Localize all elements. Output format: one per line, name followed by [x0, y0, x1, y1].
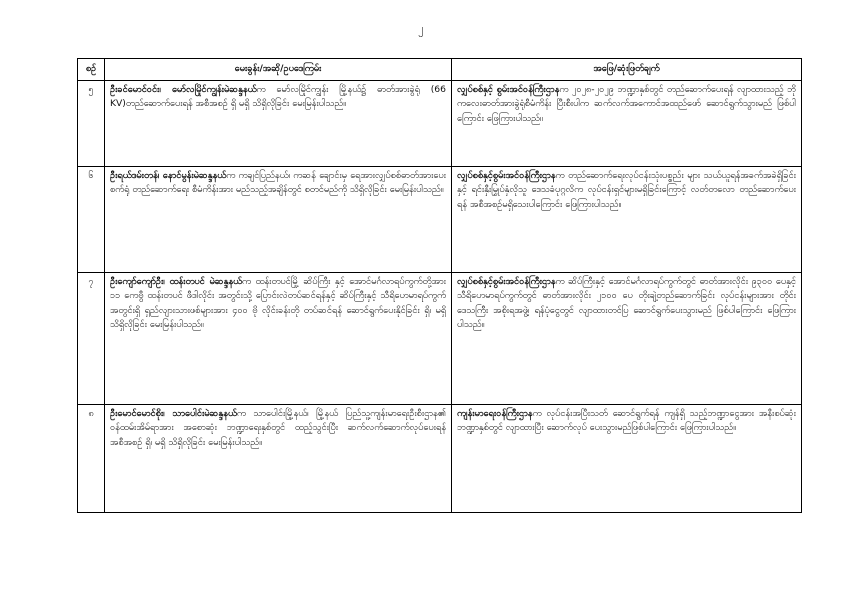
question-text: က မော်လမြိုင်ကျွန်း မြို့နယ်၌ ဓာတ်အားခွဲရုံ (66 KV)တည်ဆောက်ပေးရန် အစီအစဉ် ရှိ မရှိ သိရှိလိုခြင်း မေးမြန်းပါသည်။ — [110, 84, 446, 110]
table-row — [78, 167, 802, 273]
question-text: က သာပေါင်းမြို့နယ်၊ မြို့နယ် ပြည်သူ့ကျန်းမာရေးဦးစီးဌာန၏ ဝန်ထမ်းအိမ်ရာအား အစောဆုံး ဘဏ္ဍာရေးနှစ်တွင် ထည့်သွင်းပြီး ဆက်လက်ဆောက်လုပ်ပေးရန် အစီအစဉ် ရှိ၊ မရှိ သိရှိလိုခြင်း မေးမြန်းပါသည်။ — [110, 408, 446, 448]
question-cell — [105, 405, 452, 513]
header-answer: အဖြေ/ဆုံးဖြတ်ချက် — [452, 59, 802, 81]
answer-cell — [452, 405, 802, 513]
questioner-name: ဦးမောင်မောင်စိုး၊ သာပေါင်းမဲဆန္ဒနယ် — [110, 408, 237, 419]
row-serial: ၅ — [78, 81, 105, 167]
header-question: မေးခွန်း/အဆို/ဥပဒေကြမ်း — [105, 59, 452, 81]
question-text: က ကချင်ပြည်နယ်၊ ကဆန် ချောင်းမှ ရေအားလျှပ်စစ်ဓာတ်အားပေးစက်ရုံ တည်ဆောက်ရေး စီမံကိန်းအား မည်သည့်အချိန်တွင် စတင်မည်ကို သိရှိလိုခြင်း မေးမြန်းပါသည်။ — [110, 170, 446, 196]
question-cell — [105, 81, 452, 167]
ministry-name: လျှပ်စစ်နှင့်စွမ်းအင်ဝန်ကြီးဌာန — [457, 170, 556, 181]
row-serial: ၇ — [78, 273, 105, 405]
ministry-name: လျှပ်စစ်နှင့်စွမ်းအင်ဝန်ကြီးဌာန — [457, 276, 556, 287]
answer-text: က တည်ဆောက်ရေးလုပ်ငန်းသုံးပစ္စည်း များ သယ်ယူရန်အခက်အခဲရှိခြင်းနှင့် ရင်းနှီးမြှုပ်နှံလိုသူ ဒေသခံပုဂ္ဂလိက လုပ်ငန်းရှင်များမရှိခြင်းကြောင့် လတ်တလော တည်ဆောက်ပေးရန် အစီအစဉ်မရှိသေးပါကြောင်း ဖြေကြားပါသည်။ — [457, 170, 796, 210]
questioner-name: ဦးရယ်ဒမ်းတန်၊ နောင်မွန်းမဲဆန္ဒနယ် — [110, 170, 227, 181]
ministry-name: ကျန်းမာရေးဝန်ကြီးဌာန — [457, 408, 533, 419]
questioner-name: ဦးခင်မောင်ဝင်း၊ မော်လမြိုင်ကျွန်းမဲဆန္ဒနယ် — [110, 84, 257, 95]
table-header-row — [78, 59, 802, 81]
question-cell — [105, 167, 452, 273]
page-number: ၂ — [418, 22, 424, 35]
table-row — [78, 405, 802, 513]
questioner-name: ဦးကျော်ကျော်ဦး၊ ထန်းတပင် မဲဆန္ဒနယ် — [110, 276, 243, 287]
answer-cell — [452, 167, 802, 273]
answer-text: က လုပ်ငန်းအပြီးသတ် ဆောင်ရွက်ရန် ကျန်ရှိ သည့်ဘဏ္ဍာငွေအား အနီးစပ်ဆုံးဘဏ္ဍာနှစ်တွင် လျာထားပြီး ဆောက်လုပ် ပေးသွားမည်ဖြစ်ပါကြောင်း ဖြေကြားပါသည်။ — [457, 408, 796, 434]
question-text: က ထန်းတပင်မြို့ ဆိပ်ကြီး နှင့် အောင်မင်္ဂလာရပ်ကွက်တို့အား ၁၁ ကေဗွီ ထန်းတပင် ဖီဒါလိုင်း အတွင်းသို့ ပြောင်းလဲတပ်ဆင်ရန်နှင့် ဆိပ်ကြီးနှင့် သီရိဟေမာရပ်ကွက် အတွင်းရှိ ရှည်လျားသားဖစ်များအား ၄၀၀ ဗို လိုင်းခန်းတို တပ်ဆင်ရန် ဆောင်ရွက်ပေးနိုင်ခြင်း ရှိ၊ မရှိ သိရှိလိုခြင်း မေးမြန်းပါသည်။ — [110, 276, 446, 330]
table-row — [78, 273, 802, 405]
question-answer-table — [77, 58, 802, 513]
table-row — [78, 81, 802, 167]
answer-cell — [452, 273, 802, 405]
answer-text: က ဆိပ်ကြီးနှင့် အောင်မင်္ဂလာရပ်ကွက်တွင် ဓာတ်အားလိုင်း ၉၃၀၀ ပေနှင့် သီရိဟေမာရပ်ကွက်တွင် ဓာတ်အားလိုင်း ၂၁၀၀ ပေ တိုးချဲ့တည်ဆောက်ခြင်း လုပ်ငန်းများအား တိုင်းဒေသကြီး အစိုးရအဖွဲ့၊ ရန်ပုံငွေတွင် လျာထားတင်ပြ ဆောင်ရွက်ပေးသွားမည် ဖြစ်ပါကြောင်း ဖြေကြားပါသည်။ — [457, 276, 796, 330]
row-serial: ၆ — [78, 167, 105, 273]
answer-cell — [452, 81, 802, 167]
row-serial: ၈ — [78, 405, 105, 513]
answer-text: က ၂၀၂၈-၂၀၂၉ ဘဏ္ဍာနှစ်တွင် တည်ဆောက်ပေးရန် လျာထားသည့် ဘိုကလေးဓာတ်အားခွဲရုံစီမံကိန်း ပြီးစီးပါက ဆက်လက်အကောင်အထည်ဖော် ဆောင်ရွက်သွားမည် ဖြစ်ပါကြောင်း ဖြေကြားပါသည်။ — [457, 84, 796, 124]
question-cell — [105, 273, 452, 405]
header-serial: စဉ် — [78, 59, 105, 81]
ministry-name: လျှပ်စစ်နှင့် စွမ်းအင်ဝန်ကြီးဌာန — [457, 84, 560, 95]
